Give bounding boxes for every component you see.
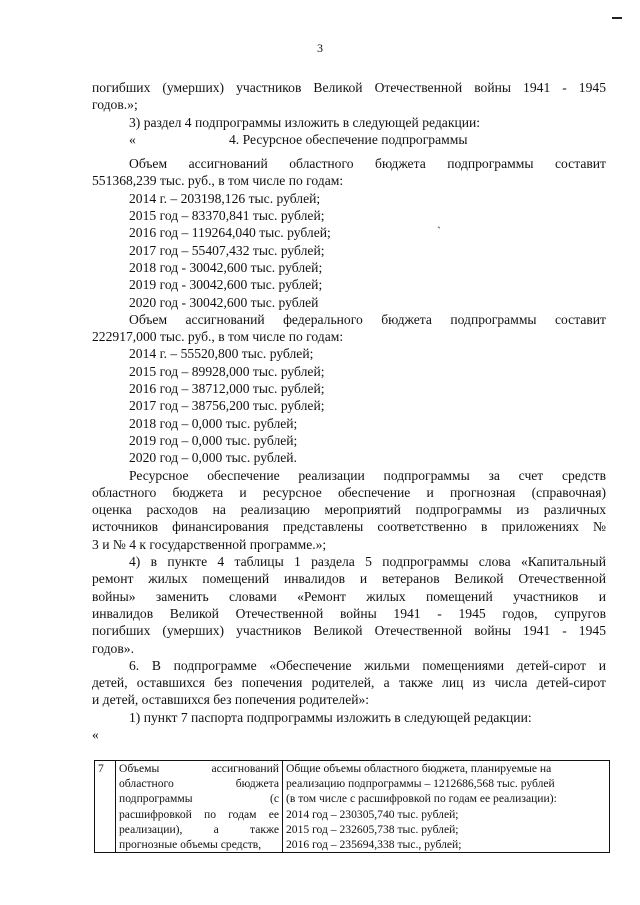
list-item: 2020 год - 30042,600 тыс. рублей (129, 294, 319, 310)
cell-line: 2015 год – 232605,738 тыс. рублей; (286, 822, 459, 836)
text-line: 551368,239 тыс. руб., в том числе по годам: (92, 173, 344, 189)
cell-line: Общие объемы областного бюджета, планируемые на (286, 762, 552, 775)
passport-table (94, 760, 610, 853)
list-item: 2015 год – 83370,841 тыс. рублей; (129, 208, 325, 224)
text-line: Объем ассигнований федерального бюджета подпрограммы составит (129, 311, 606, 327)
cell-line: Объемы ассигнований (119, 762, 279, 775)
text-line: ремонт жилых помещений инвалидов и ветеранов Великой Отечественной (92, 571, 606, 587)
list-item: 2019 год – 0,000 тыс. рублей; (129, 432, 298, 448)
row-number: 7 (95, 761, 116, 853)
text-line: годов.»; (92, 97, 138, 113)
quote-mark: « (92, 726, 99, 742)
list-item: 2017 год – 55407,432 тыс. рублей; (129, 242, 325, 258)
section-heading-row (92, 131, 606, 148)
text-line: 1) пункт 7 паспорта подпрограммы изложить в следующей редакции: (129, 709, 532, 725)
cell-line: прогнозные объемы средств, (119, 838, 262, 852)
text-line: детей, оставшихся без попечения родителей, а также лиц из числа детей-сирот (92, 675, 606, 691)
row-value-cell (283, 761, 610, 853)
text-line: инвалидов Великой Отечественной войны 1941 - 1945 годов, супругов (92, 605, 606, 621)
regional-budget-list (92, 190, 606, 311)
federal-budget-list (92, 345, 606, 466)
text-line: 3 и № 4 к государственной программе.»; (92, 536, 327, 552)
list-item: 2016 год – 38712,000 тыс. рублей; (129, 381, 325, 397)
list-item: 2019 год - 30042,600 тыс. рублей; (129, 277, 323, 293)
text-line: 3) раздел 4 подпрограммы изложить в следующей редакции: (129, 114, 481, 130)
cell-line: расшифровкой по годам ее (119, 807, 279, 821)
section-title: 4. Ресурсное обеспечение подпрограммы (229, 131, 468, 147)
list-item: 2018 год - 30042,600 тыс. рублей; (129, 259, 323, 275)
text-line: погибших (умерших) участников Великой Отечественной войны 1941 - 1945 (92, 623, 606, 639)
cell-line: 2014 год – 230305,740 тыс. рублей; (286, 807, 459, 821)
cell-line: подпрограммы (с (119, 792, 279, 806)
document-body (92, 79, 606, 743)
text-line: погибших (умерших) участников Великой Отечественной войны 1941 - 1945 (92, 80, 606, 95)
text-line: и детей, оставшихся без попечения родителей»: (92, 692, 370, 708)
text-line: источников финансирования представлены соответственно в приложениях № (92, 519, 606, 535)
text-line: Объем ассигнований областного бюджета подпрограммы составит (129, 156, 606, 172)
cell-line: (в том числе с расшифровкой по годам ее реализации): (286, 792, 557, 806)
corner-dash-mark (612, 17, 622, 19)
text-line: Ресурсное обеспечение реализации подпрограммы за счет средств (129, 467, 606, 483)
row-name-cell (116, 761, 283, 853)
cell-line: областного бюджета (119, 777, 279, 791)
quote-mark: « (129, 131, 136, 147)
text-line: войны» заменить словами «Ремонт жилых помещений участников и (92, 588, 606, 604)
table-row (95, 761, 610, 853)
list-item: 2015 год – 89928,000 тыс. рублей; (129, 363, 325, 379)
text-line: оценка расходов на реализацию мероприятий подпрограммы из различных (92, 502, 606, 518)
cell-line: реализацию подпрограммы – 1212686,568 тыс. рублей (286, 777, 555, 791)
text-line: 222917,000 тыс. руб., в том числе по годам: (92, 329, 344, 345)
text-line: 4) в пункте 4 таблицы 1 раздела 5 подпрограммы слова «Капитальный (129, 554, 606, 570)
cell-line: 2016 год – 235694,338 тыс., рублей; (286, 838, 462, 852)
list-item: 2018 год – 0,000 тыс. рублей; (129, 415, 298, 431)
list-item: 2017 год – 38756,200 тыс. рублей; (129, 398, 325, 414)
list-item: 2020 год – 0,000 тыс. рублей. (129, 450, 297, 466)
text-line: 6. В подпрограмме «Обеспечение жильми помещениями детей-сирот и (129, 657, 606, 673)
stray-mark: ˎ (437, 215, 441, 229)
list-item: 2014 г. – 203198,126 тыс. рублей; (129, 190, 321, 206)
text-line: областного бюджета и ресурсное обеспечение и прогнозная (справочная) (92, 484, 606, 500)
list-item: 2014 г. – 55520,800 тыс. рублей; (129, 346, 314, 362)
list-item: 2016 год – 119264,040 тыс. рублей; (129, 225, 331, 241)
cell-line: реализации), а также (119, 822, 279, 836)
text-line: годов». (92, 640, 134, 656)
page-number: 3 (317, 41, 323, 55)
